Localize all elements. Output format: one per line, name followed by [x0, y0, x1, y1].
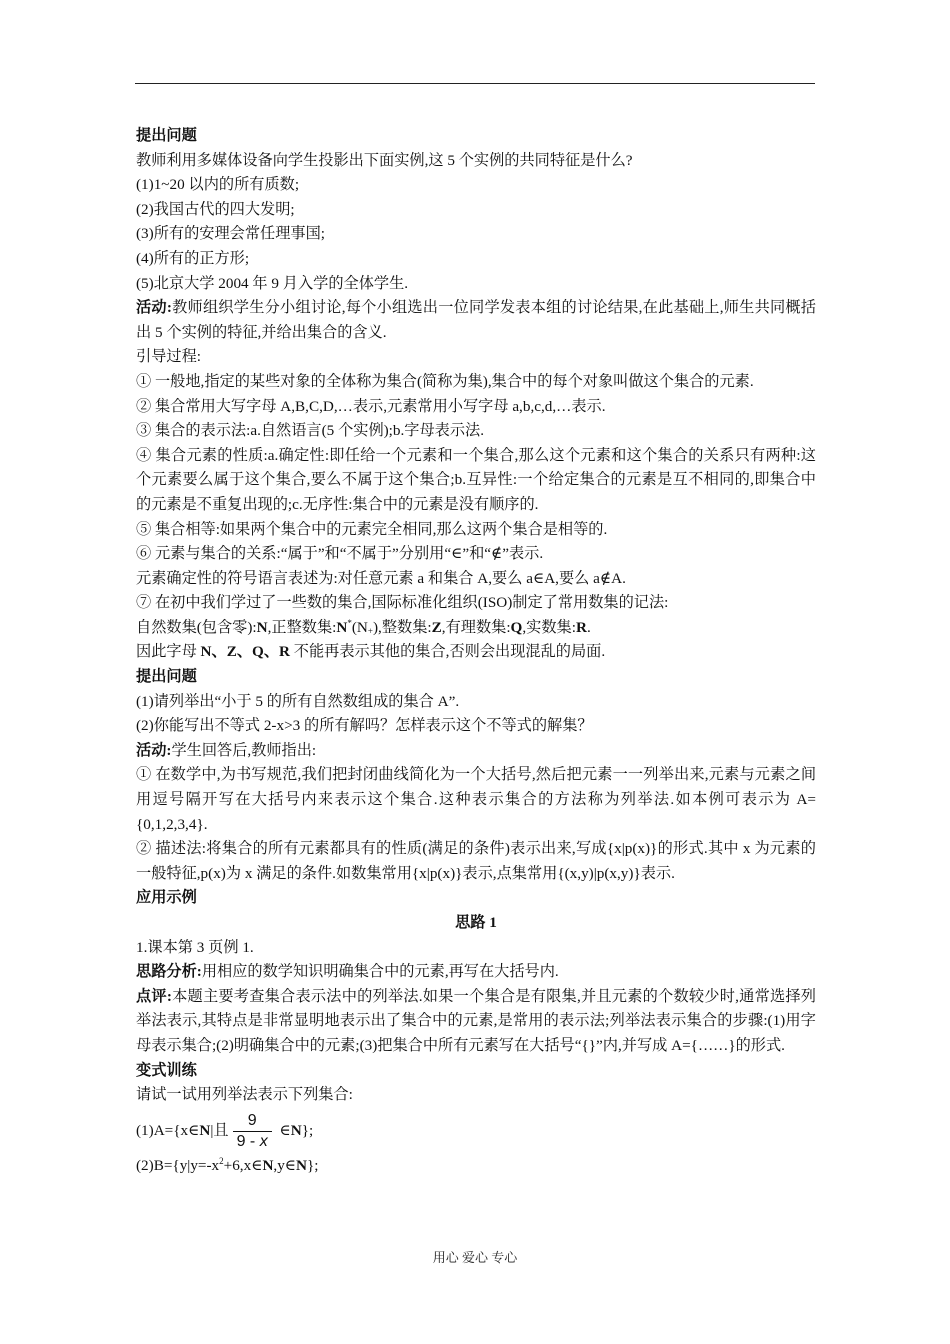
section-heading: 提出问题	[136, 668, 197, 686]
comment-paragraph	[136, 985, 816, 1059]
text-span: (N	[351, 618, 368, 636]
header-rule	[135, 83, 815, 84]
activity-text: 学生回答后,教师指出:	[171, 741, 317, 759]
text-span: };	[301, 1121, 314, 1139]
comment-label: 点评:	[136, 987, 172, 1005]
symbol-Q: Q	[510, 618, 523, 636]
fraction	[233, 1111, 272, 1152]
symbol-Z: Z	[431, 618, 442, 636]
text-span: 9 -	[236, 1132, 260, 1150]
exercise-2	[136, 1154, 816, 1179]
symbol-R: R	[575, 618, 587, 636]
point-6-note: 元素确定性的符号语言表述为:对任意元素 a 和集合 A,要么 a∈A,要么 a∉A.	[136, 569, 626, 587]
point-2: ② 集合常用大写字母 A,B,C,D,…表示,元素常用小写字母 a,b,c,d,…表示.	[136, 397, 606, 415]
activity-paragraph	[136, 296, 816, 345]
document-body	[136, 124, 816, 1178]
method-1: ① 在数学中,为书写规范,我们把封闭曲线简化为一个大括号,然后把元素一一列举出来,元素与元素之间用逗号隔开写在大括号内来表示这个集合.这种表示集合的方法称为列举法.如本例可表示为 A={0,1,2,3,4}.	[136, 766, 816, 833]
analysis-text: 用相应的数学知识明确集合中的元素,再写在大括号内.	[201, 963, 559, 981]
superscript: 2	[219, 1155, 224, 1166]
text-span: |且	[210, 1121, 229, 1139]
method-2: ② 描述法:将集合的所有元素都具有的性质(满足的条件)表示出来,写成{x|p(x)}的形式.其中 x 为元素的一般特征,p(x)为 x 满足的条件.如数集常用{x|p(x)}表示,点集常用{(x,y)|p(x,y)}表示.	[136, 840, 816, 882]
example-item: (4)所有的正方形;	[136, 249, 250, 267]
example-item: (1)1~20 以内的所有质数;	[136, 176, 300, 194]
page-footer: 用心 爱心 专心	[432, 1250, 518, 1265]
point-1: ① 一般地,指定的某些对象的全体称为集合(简称为集),集合中的每个对象叫做这个集合的元素.	[136, 372, 754, 390]
text-span: ,实数集:	[522, 618, 576, 636]
text-span: .	[586, 618, 591, 636]
fraction-numerator: 9	[247, 1111, 257, 1129]
text-span: (2)B={y|y=-x	[136, 1156, 220, 1174]
exercise-intro: 请试一试用列举法表示下列集合:	[136, 1086, 353, 1104]
text-span: 因此字母	[136, 643, 201, 661]
question-item: (1)请列举出“小于 5 的所有自然数组成的集合 A”.	[136, 692, 460, 710]
section-heading: 变式训练	[136, 1061, 197, 1079]
symbol-N: N	[290, 1121, 302, 1139]
idea-title: 思路 1	[455, 914, 497, 931]
section-heading: 应用示例	[136, 889, 197, 907]
text-span: ,y∈	[273, 1156, 297, 1174]
example-item: (3)所有的安理会常任理事国;	[136, 225, 325, 243]
point-5: ⑤ 集合相等:如果两个集合中的元素完全相同,那么这两个集合是相等的.	[136, 520, 608, 538]
text-span: ∈	[275, 1121, 291, 1139]
fraction-denominator	[233, 1131, 272, 1152]
symbol-N: N	[199, 1121, 211, 1139]
comment-text: 本题主要考查集合表示法中的列举法.如果一个集合是有限集,并且元素的个数较少时,通常选择列举法表示,其特点是非常显明地表示出了集合中的元素,是常用的表示法;列举法表示集合的步骤:(1)用字母表示集合;(2)明确集合中的元素;(3)把集合中所有元素写在大括号“{}”内,并写成 A={……}的形式.	[136, 987, 816, 1054]
text-span: };	[307, 1156, 319, 1174]
symbol-N: N	[256, 618, 268, 636]
text-span: (1)A={x∈	[136, 1121, 200, 1139]
point-4: ④ 集合元素的性质:a.确定性:即任给一个元素和一个集合,那么这个元素和这个集合的关系只有两种:这个元素要么属于这个集合,要么不属于这个集合;b.互异性:一个给定集合的元素是互不相同的,即集合中的元素是不重复出现的;c.无序性:集合中的元素是没有顺序的.	[136, 446, 816, 513]
symbol-N: N	[296, 1156, 308, 1174]
symbol-N-star: N	[336, 618, 348, 636]
subscript: +	[367, 625, 373, 636]
text-span: ),整数集:	[372, 618, 432, 636]
variable-x: x	[259, 1132, 268, 1150]
number-sets-line	[136, 616, 816, 641]
point-6: ⑥ 元素与集合的关系:“属于”和“不属于”分别用“∈”和“∉”表示.	[136, 545, 544, 563]
text-span: +6,x∈	[223, 1156, 263, 1174]
paragraph: 教师利用多媒体设备向学生投影出下面实例,这 5 个实例的共同特征是什么?	[136, 151, 633, 169]
example-item: (2)我国古代的四大发明;	[136, 200, 295, 218]
section-heading: 提出问题	[136, 127, 197, 144]
letters-note	[136, 640, 816, 665]
analysis-label: 思路分析:	[136, 963, 202, 981]
point-7: ⑦ 在初中我们学过了一些数的集合,国际标准化组织(ISO)制定了常用数集的记法:	[136, 594, 669, 612]
symbol-N: N	[262, 1156, 274, 1174]
bold-letters: N、Z、Q、R	[200, 643, 290, 661]
example-item: (5)北京大学 2004 年 9 月入学的全体学生.	[136, 274, 409, 292]
text-span: ,有理数集:	[441, 618, 511, 636]
guide-label: 引导过程:	[136, 348, 201, 366]
text-span: 自然数集(包含零):	[136, 618, 257, 636]
text-span: 不能再表示其他的集合,否则会出现混乱的局面.	[290, 643, 606, 661]
activity-label: 活动:	[136, 299, 172, 317]
analysis-paragraph	[136, 960, 816, 985]
exercise-1	[136, 1108, 816, 1154]
activity-text: 教师组织学生分小组讨论,每个小组选出一位同学发表本组的讨论结果,在此基础上,师生共同概括出 5 个实例的特征,并给出集合的含义.	[136, 299, 816, 341]
superscript: *	[347, 617, 352, 628]
question-item: (2)你能写出不等式 2-x>3 的所有解吗？怎样表示这个不等式的解集？	[136, 717, 593, 735]
text-span: ,正整数集:	[267, 618, 337, 636]
activity-label: 活动:	[136, 741, 172, 759]
point-3: ③ 集合的表示法:a.自然语言(5 个实例);b.字母表示法.	[136, 422, 485, 440]
activity-paragraph	[136, 739, 816, 764]
example-reference: 1.课本第 3 页例 1.	[136, 938, 254, 956]
